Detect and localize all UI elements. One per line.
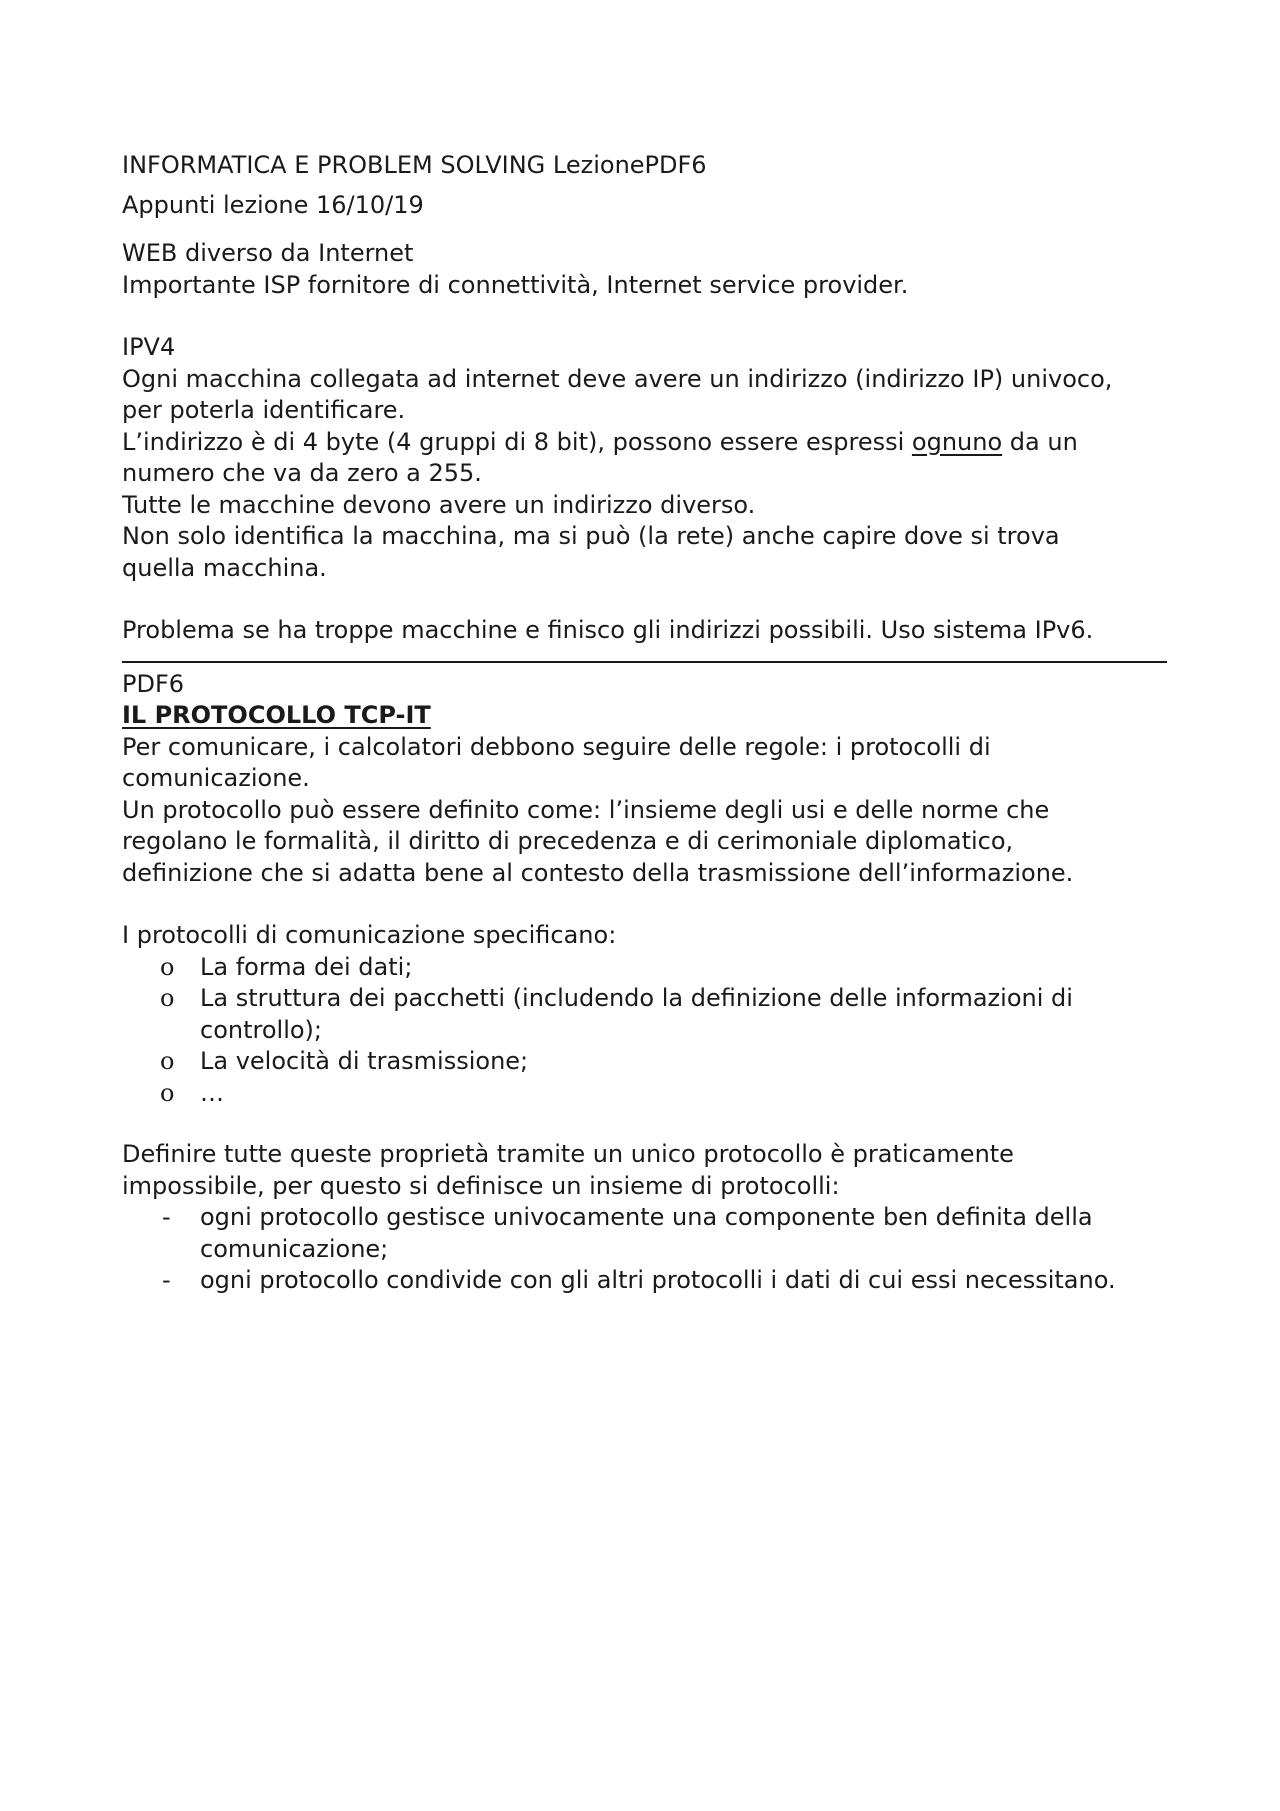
bullet-marker: o — [160, 952, 175, 981]
bullet-marker: o — [160, 984, 175, 1012]
web-line-2: Importante ISP fornitore di connettività, Internet service provider. — [122, 270, 909, 299]
web-line-1: WEB diverso da Internet — [122, 239, 414, 267]
spec-list — [122, 952, 1167, 1110]
pdf6-paragraph-2-line-1: Un protocollo può essere definito come: l’insieme degli usi e delle norme che — [122, 795, 1050, 824]
ipv4-paragraph-3: Tutte le macchine devono avere un indirizzo diverso. — [122, 490, 756, 519]
ipv4-paragraph-5: Problema se ha troppe macchine e finisco gli indirizzi possibili. Uso sistema IPv6. — [122, 616, 1094, 644]
list-item: o … — [122, 1078, 1167, 1110]
dash-marker: - — [162, 1266, 171, 1294]
ipv4-paragraph-2-line-1 — [122, 427, 1167, 459]
ipv4-paragraph-2-line-2: numero che va da zero a 255. — [122, 459, 482, 487]
horizontal-rule — [122, 661, 1167, 663]
document-title: INFORMATICA E PROBLEM SOLVING LezionePDF6 — [122, 151, 707, 179]
pdf6-label: PDF6 — [122, 669, 185, 698]
document-page — [122, 150, 1167, 1297]
ipv4-p2-pre: L’indirizzo è di 4 byte (4 gruppi di 8 bit), possono essere espressi — [122, 427, 912, 456]
list-item: o La forma dei dati; — [122, 952, 1167, 984]
bullet-marker: o — [160, 1047, 175, 1075]
bullet-marker: o — [160, 1078, 175, 1107]
list-item: o La struttura dei pacchetti (includendo la definizione delle informazioni di controllo); — [160, 984, 1073, 1044]
dash-marker: - — [162, 1203, 171, 1231]
pdf6-paragraph-1-line-1: Per comunicare, i calcolatori debbono seguire delle regole: i protocolli di — [122, 732, 991, 761]
pdf6-paragraph-2-line-3: definizione che si adatta bene al contesto della trasmissione dell’informazione. — [122, 858, 1074, 887]
list-item: o La velocità di trasmissione; — [122, 1046, 1167, 1078]
pdf6-paragraph-3-line-1: Definire tutte queste proprietà tramite un unico protocollo è praticamente — [122, 1140, 1014, 1168]
pdf6-paragraph-2-line-2: regolano le formalità, il diritto di precedenza e di cerimoniale diplomatico, — [122, 827, 1014, 855]
ipv4-heading: IPV4 — [122, 333, 176, 361]
ipv4-paragraph-4-line-2: quella macchina. — [122, 553, 327, 582]
ipv4-paragraph-1-line-1: Ogni macchina collegata ad internet deve avere un indirizzo (indirizzo IP) univoco, — [122, 364, 1113, 393]
list-item: - ogni protocollo gestisce univocamente una componente ben definita della comunicazione; — [162, 1203, 1093, 1263]
pdf6-paragraph-3-line-2: impossibile, per questo si definisce un insieme di protocolli: — [122, 1171, 840, 1200]
ipv4-paragraph-4-line-1: Non solo identifica la macchina, ma si può (la rete) anche capire dove si trova — [122, 522, 1060, 550]
pdf6-paragraph-1-line-2: comunicazione. — [122, 764, 310, 792]
rule-list — [122, 1202, 1167, 1297]
ipv4-paragraph-1-line-2: per poterla identificare. — [122, 396, 406, 424]
ipv4-p2-post: da un — [1002, 427, 1078, 456]
document-subtitle: Appunti lezione 16/10/19 — [122, 190, 424, 219]
spec-intro: I protocolli di comunicazione specificano: — [122, 921, 617, 949]
list-item: - ogni protocollo condivide con gli altri protocolli i dati di cui essi necessitano. — [122, 1265, 1167, 1297]
ipv4-p2-underlined-word: ognuno — [911, 427, 1003, 456]
protocol-heading: IL PROTOCOLLO TCP-IT — [122, 701, 431, 729]
